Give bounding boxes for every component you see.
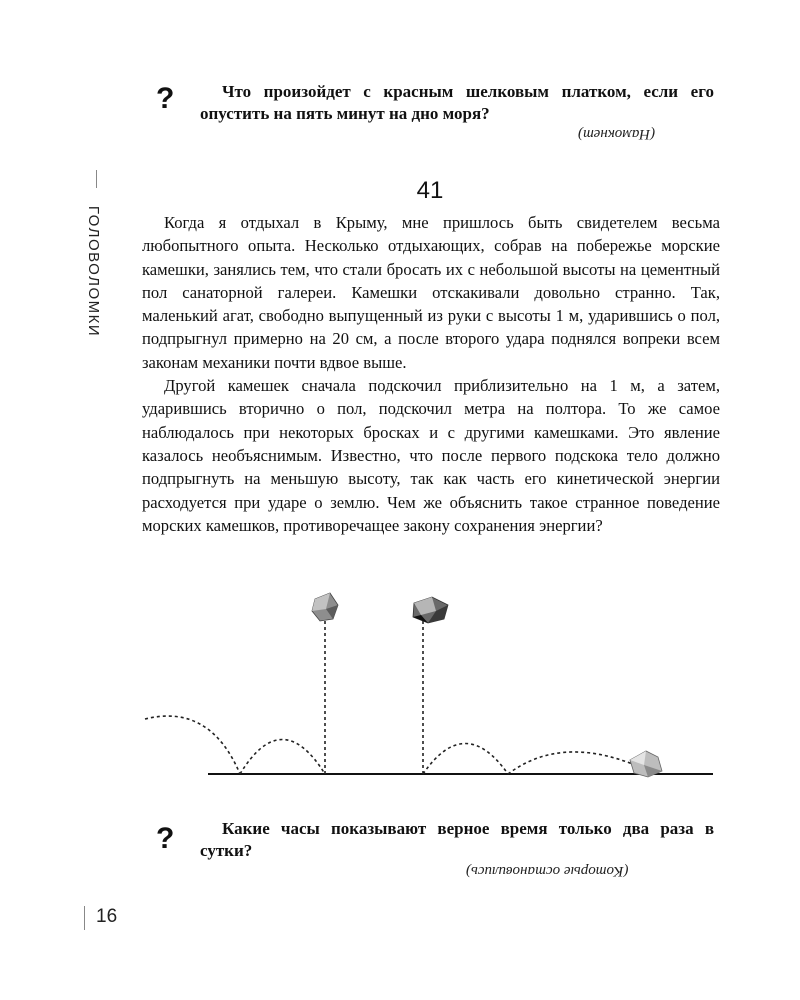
trajectory-5 [423, 744, 508, 775]
problem-paragraph-1: Когда я отдыхал в Крыму, мне пришлось быть свидетелем весьма любопытного опыта. Несколько отдыхающих, собрав на побережье морские камешки, занялись тем, что стали бросать их с небольшой высоты на цементный пол санаторной галереи. Камешки отскакивали довольно странно. Так, маленький агат, свободно выпущенный из руки с высоты 1 м, ударившись о пол, подпрыгнул примерно на 20 см, а после второго удара поднялся вопреки всем законам механики почти вдвое выше. [142, 213, 720, 372]
trajectory-2 [240, 740, 325, 775]
stone-dark [413, 597, 448, 623]
problem-text [142, 211, 720, 537]
question-mark-icon: ? [156, 822, 175, 855]
section-title [76, 196, 112, 346]
bouncing-stones-illustration [140, 585, 720, 785]
top-question-text: Что произойдет с красным шелковым платком, если его опустить на пять минут на дно моря? [200, 82, 714, 123]
top-question-answer: (Намокнет) [578, 126, 656, 142]
page-number-rule [84, 906, 85, 930]
problem-paragraph-2: Другой камешек сначала подскочил приблизительно на 1 м, а затем, ударившись вторично о пол, подскочил метра на полтора. То же самое наблюдалось при некоторых бросках и с другими камешками. Это явление казалось необъяснимым. Известно, что после первого подскока тело должно подпрыгнуть на меньшую высоту, так как часть его кинетической энергии расходуется при ударе о землю. Чем же объяснить такое странное поведение морских камешков, противоречащее закону сохранения энергии? [142, 376, 720, 535]
section-title-text: ГОЛОВОЛОМКИ [85, 205, 103, 337]
trajectory-1 [145, 716, 240, 774]
stone-agate [312, 593, 338, 621]
problem-number: 41 [416, 177, 444, 204]
trajectory-6 [508, 752, 635, 774]
bottom-question-answer: (Которые остановились) [466, 863, 629, 879]
question-mark-icon: ? [156, 82, 175, 115]
stone-resting [630, 751, 662, 777]
bottom-question-text: Какие часы показывают верное время только два раза в сутки? [200, 819, 714, 860]
page-number: 16 [96, 906, 118, 927]
